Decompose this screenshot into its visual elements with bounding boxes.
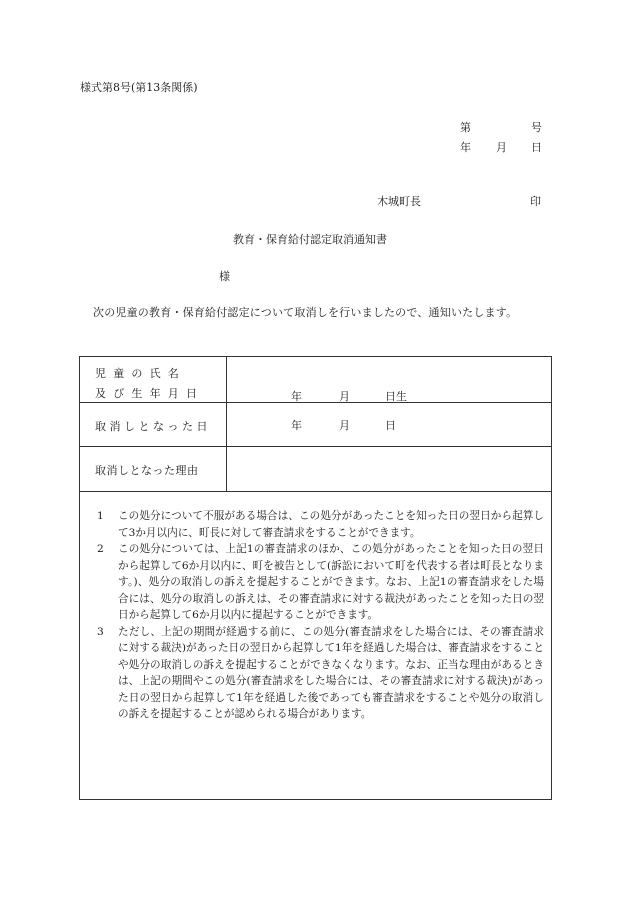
notes-section (96, 508, 544, 723)
note-text: ただし、上記の期間が経過する前に、この処分(審査請求をした場合には、その審査請求に対する裁決)があった日の翌日から起算して1年を経過した場合は、審査請求をすることや処分の取消しの訴えを提起することができなくなります。なお、正当な理由があるときは、上記の期間やこの処分(審査請求をした場合には、その審査請求に対する裁決)があった日の翌日から起算して1年を経過した後であっても審査請求をすることや処分の取消しの訴えを提起することが認められる場合があります。 (118, 625, 544, 720)
issue-date-month: 月 (496, 141, 507, 154)
cancel-reason-row (80, 447, 551, 492)
addressee-honorific: 様 (219, 270, 230, 283)
intro-text: 次の児童の教育・保育給付認定について取消しを行いましたので、通知いたします。 (93, 306, 518, 319)
note-text: この処分について不服がある場合は、この処分があったことを知った日の翌日から起算して3か月以内に、町長に対して審査請求をすることができます。 (118, 510, 544, 539)
cancel-reason-label-cell (80, 447, 227, 491)
child-name-label-cell (80, 357, 227, 402)
note-text: この処分については、上記1の審査請求のほか、この処分があったことを知った日の翌日から起算して6か月以内に、町を被告として(訴訟において町を代表する者は町長となります。)、処分の取消しの訴えを提起することができます。なお、上記1の審査請求をした場合には、処分の取消しの訴えは、その審査請求に対する裁決があったことを知った日の翌日から起算して6か月以内に提起することができます。 (118, 543, 544, 621)
cancel-date-row (80, 403, 551, 447)
note-item (96, 624, 544, 723)
birthdate-label: 及び生年月日 (95, 387, 205, 400)
issue-date-day: 日 (531, 141, 542, 154)
birth-month-unit: 月 (339, 390, 350, 403)
note-item (96, 508, 544, 541)
child-name-label: 児童の氏名 (95, 367, 186, 380)
note-number: 2 (97, 543, 104, 555)
form-number: 様式第8号(第13条関係) (80, 81, 198, 94)
seal-mark: 印 (530, 195, 541, 208)
note-number: 1 (97, 510, 104, 522)
form-table (79, 356, 552, 800)
document-title: 教育・保育給付認定取消通知書 (233, 233, 387, 246)
cancel-reason-label: 取消しとなった理由 (95, 464, 199, 477)
cancel-month-unit: 月 (339, 419, 350, 432)
cancel-day-unit: 日 (385, 419, 396, 432)
child-name-row (80, 357, 551, 403)
cancel-date-label-cell (80, 403, 227, 446)
issuer-name: 木城町長 (377, 195, 421, 208)
birth-year-unit: 年 (291, 390, 302, 403)
birth-day-unit: 日生 (385, 390, 407, 403)
note-number: 3 (97, 625, 104, 638)
note-item (96, 541, 544, 624)
issue-date-year: 年 (460, 141, 471, 154)
cancel-date-label: 取消しとなった日 (95, 420, 211, 433)
cancel-year-unit: 年 (291, 419, 302, 432)
document-number-prefix: 第 (460, 121, 471, 134)
document-number-suffix: 号 (531, 121, 542, 134)
